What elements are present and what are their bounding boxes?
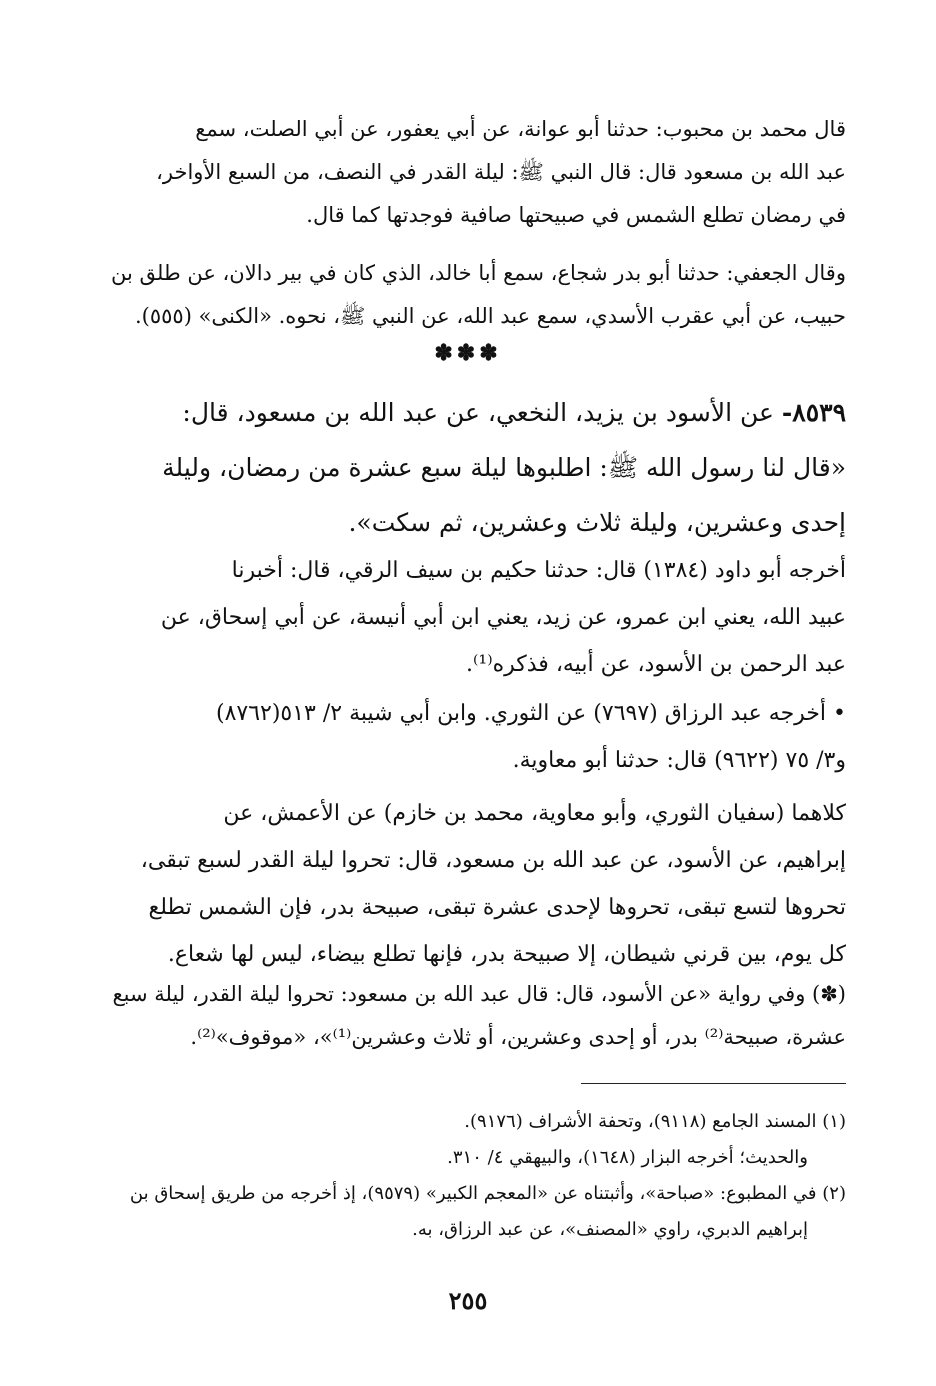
footnote-line: (٢) في المطبوع: «صباحة»، وأثبتناه عن «المعجم الكبير» (٩٥٧٩)، إذ أخرجه من طريق إسحاق بن xyxy=(129,1183,846,1204)
text-line: عبد الرحمن بن الأسود، عن أبيه، فذكره⁽¹⁾. xyxy=(465,652,846,677)
text-line xyxy=(95,385,846,440)
text-line: إحدى وعشرين، وليلة ثلاث وعشرين، ثم سكت». xyxy=(348,508,846,537)
footnote-line: (١) المسند الجامع (٩١١٨)، وتحفة الأشراف (٩١٧٦). xyxy=(464,1111,846,1132)
text-line: عبد الله بن مسعود قال: قال النبي ﷺ: ليلة القدر في النصف، من السبع الأواخر، xyxy=(156,160,846,184)
page-number: ٢٥٥ xyxy=(448,1286,488,1315)
footnote-line: إبراهيم الدبري، راوي «المصنف»، عن عبد الرزاق، به. xyxy=(412,1219,808,1240)
text-line: عبيد الله، يعني ابن عمرو، عن زيد، يعني ابن أبي أنيسة، عن أبي إسحاق، عن xyxy=(160,605,846,630)
text-line: حبيب، عن أبي عقرب الأسدي، سمع عبد الله، عن النبي ﷺ، نحوه. «الكنى» (٥٥٥). xyxy=(135,304,846,328)
hadith-text xyxy=(95,385,846,550)
text-line: • أخرجه عبد الرزاق (٧٦٩٧) عن الثوري. وابن أبي شيبة ٢/ ٥١٣(٨٧٦٢) xyxy=(215,701,846,726)
text-line: كلاهما (سفيان الثوري، وأبو معاوية، محمد بن خازم) عن الأعمش، عن xyxy=(223,801,846,826)
footnote-separator xyxy=(581,1083,846,1084)
commentary-paragraph-1 xyxy=(95,108,846,237)
takhrij-paragraph-4 xyxy=(95,973,846,1059)
text-line: عشرة، صبيحة⁽²⁾ بدر، أو إحدى وعشرين، أو ثلاث وعشرين⁽¹⁾»، «موقوف»⁽²⁾. xyxy=(190,1025,846,1049)
text-line: تحروها لتسع تبقى، تحروها لإحدى عشرة تبقى، صبيحة بدر، فإن الشمس تطلع xyxy=(148,895,846,920)
text-line: «قال لنا رسول الله ﷺ: اطلبوها ليلة سبع عشرة من رمضان، وليلة xyxy=(162,453,846,482)
text-line: إبراهيم، عن الأسود، عن عبد الله بن مسعود، قال: تحروا ليلة القدر لسبع تبقى، xyxy=(140,848,846,873)
text-line: أخرجه أبو داود (١٣٨٤) قال: حدثنا حكيم بن سيف الرقي، قال: أخبرنا xyxy=(231,558,846,583)
takhrij-paragraph-2 xyxy=(95,690,846,784)
footnotes xyxy=(95,1104,846,1248)
hadith-isnad: عن الأسود بن يزيد، النخعي، عن عبد الله بن مسعود، قال: xyxy=(182,398,774,427)
text-line: وقال الجعفي: حدثنا أبو بدر شجاع، سمع أبا خالد، الذي كان في بير دالان، عن طلق بن xyxy=(110,261,846,285)
hadith-number: ٨٥٣٩- xyxy=(781,398,846,427)
takhrij-paragraph-3 xyxy=(95,790,846,978)
text-line: قال محمد بن محبوب: حدثنا أبو عوانة، عن أبي يعفور، عن أبي الصلت، سمع xyxy=(195,117,846,141)
takhrij-paragraph-1 xyxy=(95,547,846,688)
section-separator-stars: ✽✽✽ xyxy=(434,340,502,366)
text-line: و٣/ ٧٥ (٩٦٢٢) قال: حدثنا أبو معاوية. xyxy=(512,748,846,773)
commentary-paragraph-2 xyxy=(95,252,846,338)
text-line: (✽) وفي رواية «عن الأسود، قال: قال عبد الله بن مسعود: تحروا ليلة القدر، ليلة سبع xyxy=(112,982,846,1006)
text-line: في رمضان تطلع الشمس في صبيحتها صافية فوجدتها كما قال. xyxy=(306,203,846,227)
text-line: كل يوم، بين قرني شيطان، إلا صبيحة بدر، فإنها تطلع بيضاء، ليس لها شعاع. xyxy=(167,942,846,967)
footnote-line: والحديث؛ أخرجه البزار (١٦٤٨)، والبيهقي ٤/ ٣١٠. xyxy=(447,1147,808,1168)
